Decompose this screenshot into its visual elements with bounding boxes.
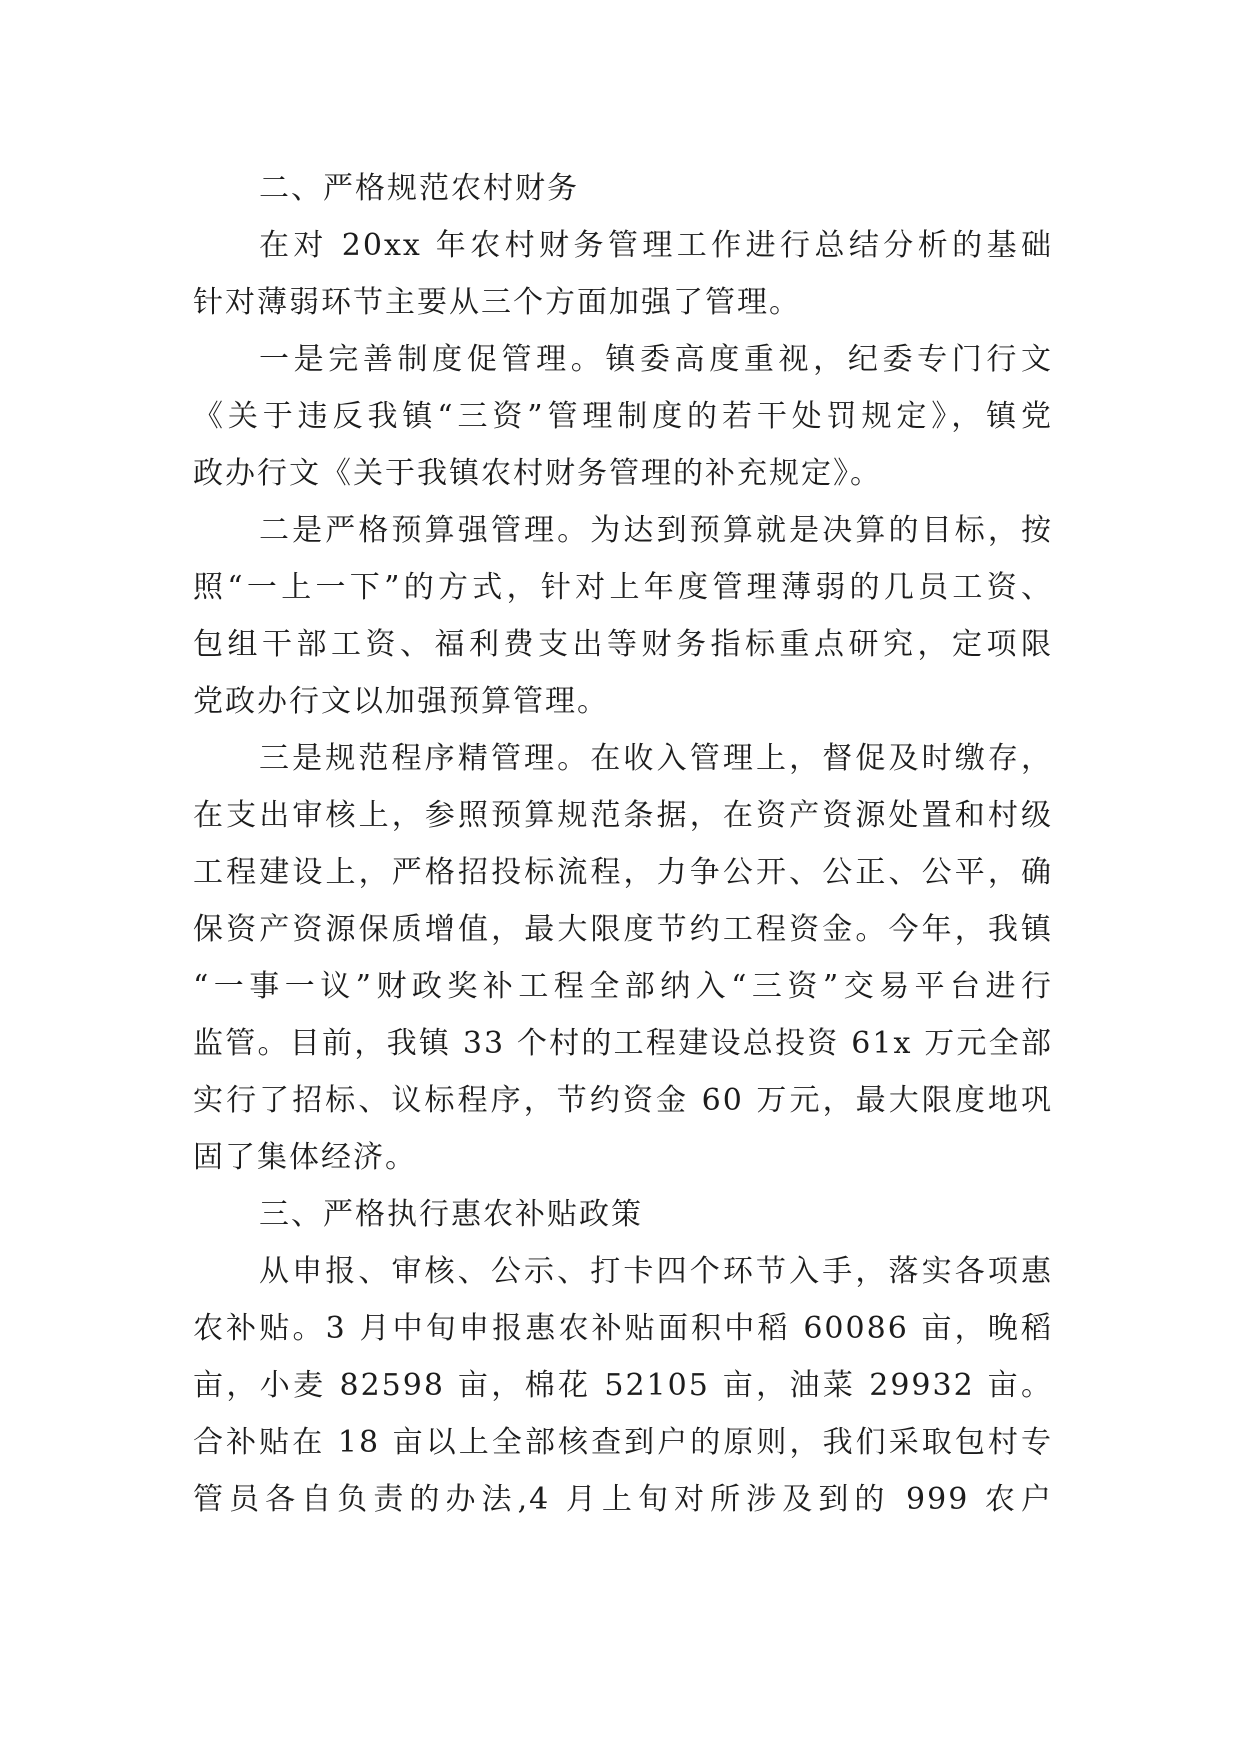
paragraph-line: 固了集体经济。 [193,1140,417,1175]
paragraph-line: 在支出审核上，参照预算规范条据，在资产资源处置和村级 [193,798,1053,833]
paragraph-line: 亩，小麦 82598 亩，棉花 52105 亩，油菜 29932 亩。 [193,1368,1053,1403]
paragraph-line: 管员各自负责的办法,4 月上旬对所涉及到的 999 农户 [193,1482,1053,1517]
paragraph-line: 合补贴在 18 亩以上全部核查到户的原则，我们采取包村专 [193,1425,1053,1460]
paragraph-line: 政办行文《关于我镇农村财务管理的补充规定》。 [193,456,882,491]
paragraph-line: 农补贴。3 月中旬申报惠农补贴面积中稻 60086 亩，晚稻 [193,1311,1053,1346]
paragraph-line: 一是完善制度促管理。镇委高度重视，纪委专门行文 [259,342,1053,377]
paragraph-line: 在对 20xx 年农村财务管理工作进行总结分析的基础 [259,228,1053,263]
paragraph-line: 从申报、审核、公示、打卡四个环节入手，落实各项惠 [259,1254,1053,1289]
paragraph-line: 三是规范程序精管理。在收入管理上，督促及时缴存， [259,741,1053,776]
paragraph-line: 保资产资源保质增值，最大限度节约工程资金。今年，我镇 [193,912,1053,947]
paragraph-line: 党政办行文以加强预算管理。 [193,684,609,719]
section-heading-finance: 二、严格规范农村财务 [259,171,579,206]
paragraph-line: 监管。目前，我镇 33 个村的工程建设总投资 61x 万元全部 [193,1026,1053,1061]
section-heading-subsidy: 三、严格执行惠农补贴政策 [259,1197,643,1232]
paragraph-line: 二是严格预算强管理。为达到预算就是决算的目标，按 [259,513,1053,548]
paragraph-line: 工程建设上，严格招投标流程，力争公开、公正、公平，确 [193,855,1053,890]
paragraph-line: 实行了招标、议标程序，节约资金 60 万元，最大限度地巩 [193,1083,1053,1118]
paragraph-line: 照“一上一下”的方式，针对上年度管理薄弱的几员工资、 [193,570,1053,605]
document-body [193,160,1053,1528]
paragraph-line: “一事一议”财政奖补工程全部纳入“三资”交易平台进行 [193,969,1053,1004]
paragraph-line: 针对薄弱环节主要从三个方面加强了管理。 [193,285,801,320]
paragraph-line: 包组干部工资、福利费支出等财务指标重点研究，定项限 [193,627,1053,662]
paragraph-line: 《关于违反我镇“三资”管理制度的若干处罚规定》，镇党 [193,399,1053,434]
